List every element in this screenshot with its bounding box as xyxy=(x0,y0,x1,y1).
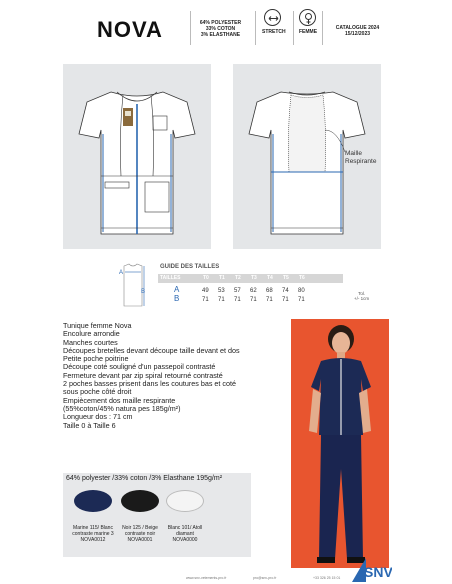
female-icon xyxy=(299,9,316,26)
size-tolerance xyxy=(354,291,369,301)
description-line: Encolure arrondie xyxy=(63,329,120,339)
size-header-cell: T0 xyxy=(203,275,209,281)
color-label-line: diamant xyxy=(176,531,194,537)
size-guide-title: GUIDE DES TAILLES xyxy=(160,264,220,270)
description-line: (55%coton/45% natura pes 185g/m²) xyxy=(63,403,181,413)
color-code: NOVA0000 xyxy=(172,537,198,543)
description-line: Taille 0 à Taille 6 xyxy=(63,420,116,430)
description-line: Petite poche poitrine xyxy=(63,354,129,364)
size-cell: 68 xyxy=(266,288,273,294)
stretch-icon xyxy=(264,9,281,26)
size-header-cell: T5 xyxy=(283,275,289,281)
footer-email[interactable]: pro@snv-pro.fr xyxy=(253,576,277,580)
description-line: Empiècement dos maille respirante xyxy=(63,395,176,405)
footer-website[interactable]: www.snv-vetements-pro.fr xyxy=(186,576,227,580)
size-header-cell: T6 xyxy=(299,275,305,281)
color-label-line: Marine 115/ Blanc xyxy=(73,525,113,531)
size-row-label-b: B xyxy=(174,294,180,303)
color-label-line: Noir 125 / Beige xyxy=(122,525,158,531)
description-line: Découpe coté souligné d'un passepoil contrasté xyxy=(63,362,216,372)
color-code: NOVA0012 xyxy=(80,537,106,543)
mesh-callout-line: Maille xyxy=(345,150,362,157)
stretch-label: STRETCH xyxy=(262,29,286,35)
catalogue-box xyxy=(322,11,392,45)
description-line: sous poche côté droit xyxy=(63,387,132,397)
thumb-label-a: A xyxy=(119,270,124,276)
size-cell: 53 xyxy=(218,288,225,294)
size-header-cell: T4 xyxy=(267,275,273,281)
size-header-cell: T1 xyxy=(219,275,225,281)
size-guide-thumbnail xyxy=(114,262,152,308)
size-header-cell: T2 xyxy=(235,275,241,281)
composition-line: 33% COTON xyxy=(205,26,236,32)
size-cell: 49 xyxy=(202,288,209,294)
size-cell: 71 xyxy=(266,297,273,303)
mesh-callout-line: Respirante xyxy=(345,158,377,165)
color-label-line: contraste marine 3 xyxy=(72,531,114,537)
size-cell: 62 xyxy=(250,288,257,294)
catalogue-line: CATALOGUE 2024 xyxy=(335,25,380,31)
composition-box xyxy=(190,11,250,45)
size-header-cell: TAILLES xyxy=(160,275,181,281)
color-swatch-marine[interactable] xyxy=(74,490,112,512)
description-line: Tunique femme Nova xyxy=(63,321,132,330)
size-cell: 80 xyxy=(298,288,305,294)
front-technical-drawing xyxy=(63,64,211,249)
thumb-label-b: B xyxy=(141,289,146,295)
model-photo xyxy=(291,319,389,568)
catalogue-date: 15/12/2023 xyxy=(344,31,371,37)
composition-line: 3% ELASTHANE xyxy=(200,32,241,38)
size-cell: 71 xyxy=(282,297,289,303)
size-cell: 71 xyxy=(250,297,257,303)
color-label-blanc xyxy=(155,525,215,543)
colors-panel xyxy=(63,473,251,557)
size-row-label-a: A xyxy=(174,285,180,294)
composition-line: 64% POLYESTER xyxy=(199,20,242,26)
size-cell: 71 xyxy=(298,297,305,303)
mesh-callout xyxy=(345,150,376,166)
product-description xyxy=(63,322,278,430)
color-label-line: Blanc 101/ Atoll xyxy=(167,525,203,531)
color-code: NOVA0001 xyxy=(127,537,153,543)
size-cell: 74 xyxy=(282,288,289,294)
description-line: Découpes bretelles devant découpe taille devant et dos xyxy=(63,345,240,355)
tolerance-line: Tol. xyxy=(358,291,366,296)
svg-text:SNV: SNV xyxy=(364,564,392,580)
tolerance-line: +/- 1cm xyxy=(354,296,370,301)
header xyxy=(0,0,452,60)
description-line: Manches courtes xyxy=(63,337,118,347)
color-label-line: contraste noir xyxy=(124,531,156,537)
description-line: Fermeture devant par zip spiral retourné contrasté xyxy=(63,370,223,380)
color-swatch-blanc[interactable] xyxy=(166,490,204,512)
snv-logo xyxy=(352,558,392,584)
size-cell: 71 xyxy=(218,297,225,303)
description-line: Longueur dos : 71 cm xyxy=(63,412,133,422)
color-swatch-noir[interactable] xyxy=(121,490,159,512)
size-cell: 71 xyxy=(202,297,209,303)
product-title: NOVA xyxy=(97,17,163,42)
size-header-cell: T3 xyxy=(251,275,257,281)
size-cell: 57 xyxy=(234,288,241,294)
footer-phone: +33 326 25 15 01 xyxy=(313,576,341,580)
size-cell: 71 xyxy=(234,297,241,303)
femme-label: FEMME xyxy=(299,29,318,35)
description-line: 2 poches basses prisent dans les coutures bas et coté xyxy=(63,379,237,389)
fabric-composition: 64% polyester /33% coton /3% Elasthane 195g/m² xyxy=(66,475,223,482)
